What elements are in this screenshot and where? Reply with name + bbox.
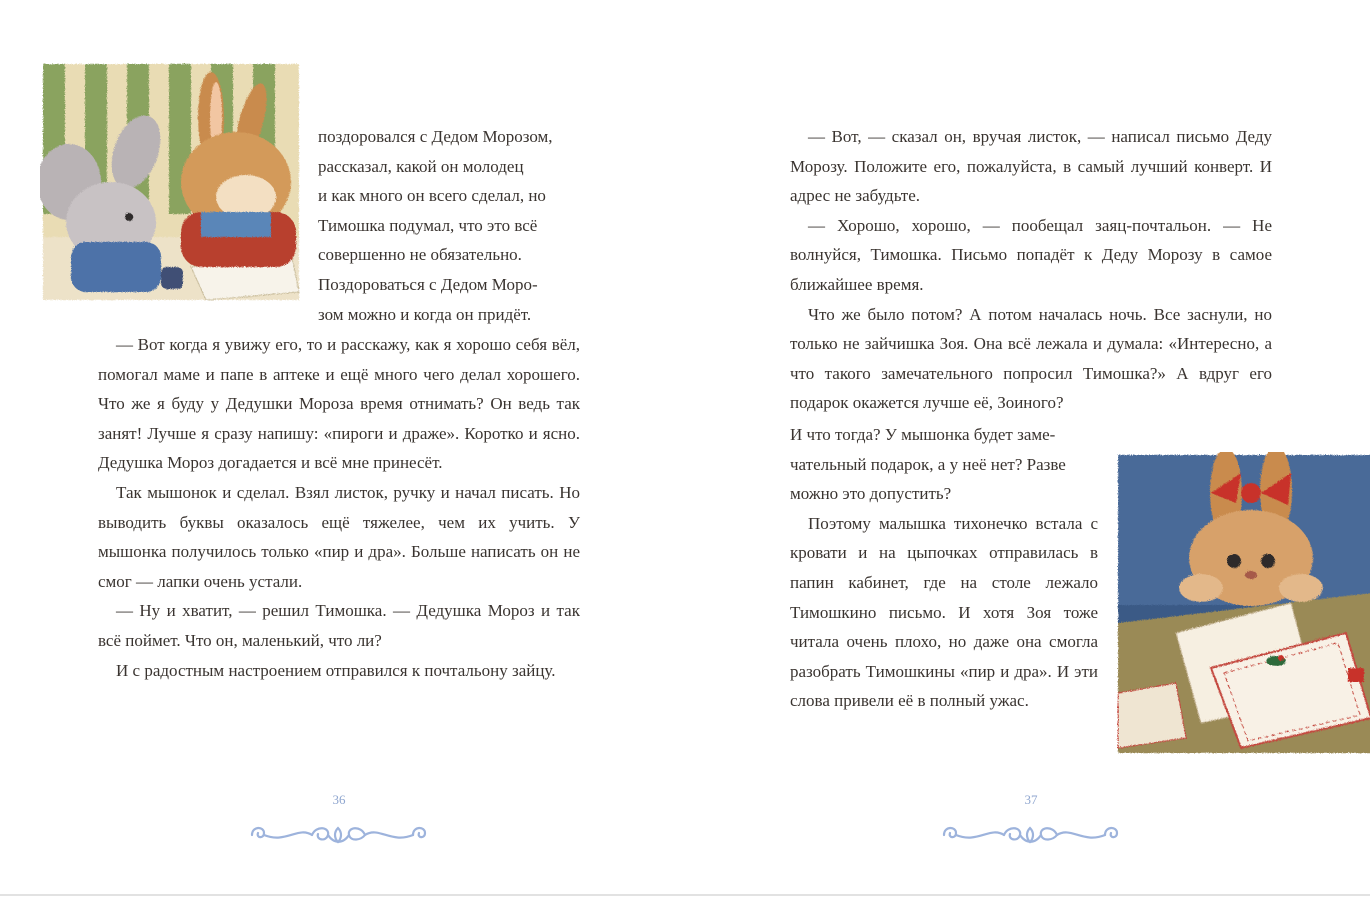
mouse-and-bunny-illustration [40,61,300,301]
text-line: чательный подарок, а у неё нет? Разве [790,454,1066,474]
page-number: 37 [1024,792,1038,807]
paragraph: — Вот когда я увижу его, то и расскажу, как я хорошо себя вёл, помогал маме и папе в аптеке и ещё много чего делал хорошего. Что же я буду у Дедушки Мороза время отнимать? Он ведь так занят! Лучше я сразу напишу: «пироги и драже». Коротко и ясно. Дедушка Мороз догадается и всё мне принесёт. [98,335,580,473]
paragraph: Поэтому малышка тихонечко встала с кровати и на цыпочках отправилась в папин кабинет, где на столе лежало Тимошкино письмо. И хотя Зоя тоже читала очень плохо, но даже она смогла разобрать Тимошкины «пир и дра». И эти слова привели её в полный ужас. [790,513,1098,711]
side-text [790,420,1098,716]
text-line: совершенно не обязательно. [318,245,522,265]
swirl-ornament-icon [246,818,431,852]
paragraph: — Ну и хватит, — решил Тимошка. — Дедушка Мороз и так всё поймет. Что он, маленький, что ли? [98,601,580,650]
right-page [685,0,1370,895]
text-line: и как много он всего сделал, но [318,186,546,206]
text-line: И что тогда? У мышонка будет заме- [790,425,1056,444]
paragraph: — Хорошо, хорошо, — пообещал заяц-почтальон. — Не волнуйся, Тимошка. Письмо попадёт к Деду Морозу в самое ближайшее время. [790,215,1272,294]
text-line: поздоровался с Дедом Морозом, [318,127,553,146]
page-number: 36 [332,792,346,807]
paragraph: Что же было потом? А потом началась ночь. Все заснули, но только не зайчишка Зоя. Она всё лежала и думала: «Интересно, а что такого замечательного попросил Тимошка?» А вдруг его подарок окажется лучше её, Зоиного? [790,304,1272,413]
paragraph: Так мышонок и сделал. Взял листок, ручку и начал писать. Но выводить буквы оказалось ещё тяжелее, чем их учить. У мышонка получилось только «пир и дра». Больше написать он не смог — лапки очень устали. [98,482,580,591]
left-page [0,0,685,895]
paragraph: — Вот, — сказал он, вручая листок, — написал письмо Деду Морозу. Положите его, пожалуйста, в самый лучший конверт. И адрес не забудьте. [790,127,1272,206]
bunny-with-letters-illustration [1115,452,1370,754]
main-text [98,330,580,685]
text-line: Тимошка подумал, что это всё [318,215,538,235]
text-line: можно это допустить? [790,484,952,504]
page-bottom-edge [0,894,1370,896]
text-line: рассказал, какой он молодец [318,156,524,176]
text-line: зом можно и когда он придёт. [318,304,532,324]
paragraph: И с радостным настроением отправился к почтальону зайцу. [116,660,556,680]
intro-text [318,122,580,329]
top-text [790,122,1272,418]
text-line: Поздороваться с Дедом Моро- [318,274,538,294]
swirl-ornament-icon [938,818,1123,852]
